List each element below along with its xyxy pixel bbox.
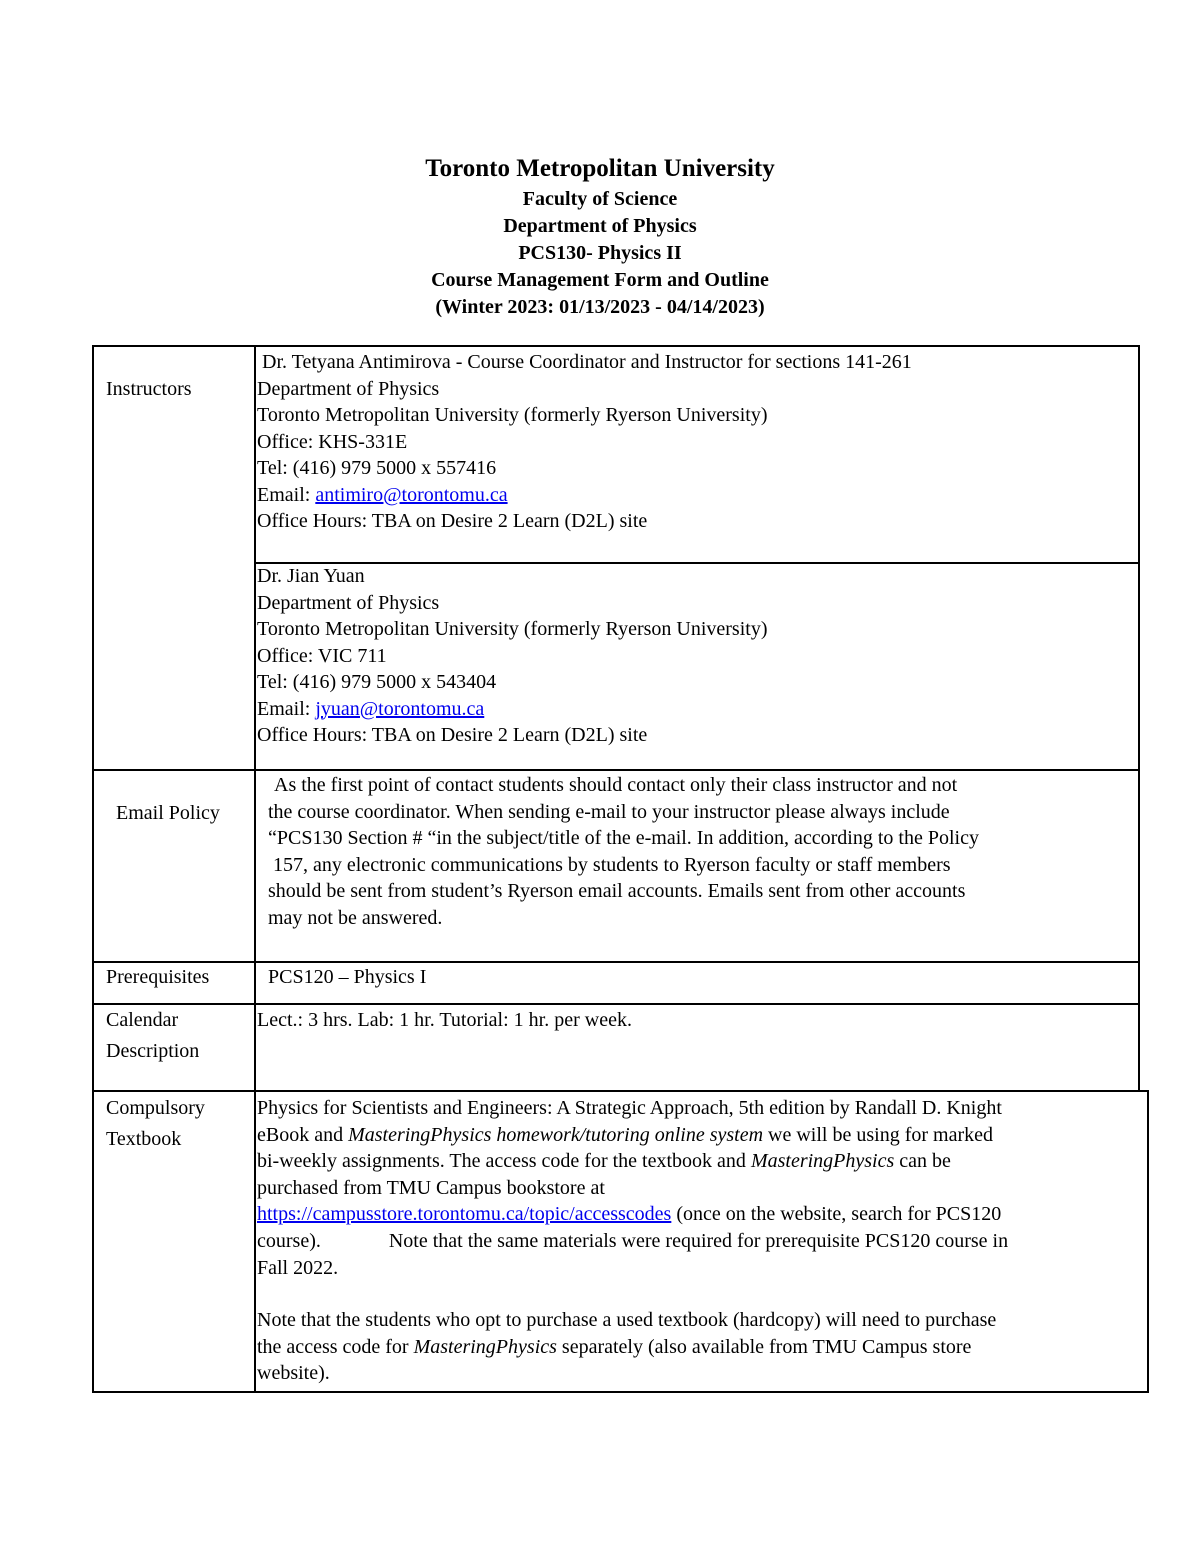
textbook-line: Physics for Scientists and Engineers: A Strategic Approach, 5th edition by Randall D. Knight (257, 1097, 1002, 1119)
textbook-line: course). Note that the same materials were required for prerequisite PCS120 course in (257, 1229, 1009, 1252)
document-header (0, 152, 1200, 321)
calendar-label-line1: Calendar (106, 1009, 179, 1031)
instructor-secondary-institution: Toronto Metropolitan University (formerly Ryerson University) (257, 618, 768, 640)
university-title: Toronto Metropolitan University (425, 155, 775, 182)
instructor-secondary-email-line: Email: jyuan@torontomu.ca (257, 697, 485, 720)
email-policy-line: may not be answered. (268, 906, 443, 929)
textbook-label-line2: Textbook (106, 1128, 182, 1150)
email-policy-label: Email Policy (116, 802, 220, 824)
instructor-primary-tel: Tel: (416) 979 5000 x 557416 (257, 457, 497, 479)
instructor-secondary-name: Dr. Jian Yuan (257, 565, 365, 587)
calendar-label (106, 1005, 199, 1067)
term-dates: (Winter 2023: 01/13/2023 - 04/14/2023) (435, 296, 765, 318)
textbook-text (257, 1095, 1008, 1387)
department-title: Department of Physics (503, 215, 697, 237)
instructor-secondary-details (257, 563, 767, 749)
instructor-primary-office-hours: Office Hours: TBA on Desire 2 Learn (D2L) site (257, 510, 648, 532)
calendar-value: Lect.: 3 hrs. Lab: 1 hr. Tutorial: 1 hr. per week. (257, 1009, 632, 1031)
instructor-primary-details (257, 349, 912, 535)
email-policy-text (268, 772, 979, 931)
instructor-primary-name: Dr. Tetyana Antimirova - Course Coordinator and Instructor for sections 141-261 (262, 351, 912, 373)
calendar-label-line2: Description (106, 1040, 200, 1062)
instructor-secondary-office-hours: Office Hours: TBA on Desire 2 Learn (D2L) site (257, 724, 648, 746)
instructors-label-cell (92, 345, 256, 771)
textbook-line: bi-weekly assignments. The access code for the textbook and MasteringPhysics can be (257, 1150, 951, 1173)
instructor-primary-email-link[interactable]: antimiro@torontomu.ca (315, 483, 508, 506)
prerequisites-value: PCS120 – Physics I (268, 966, 427, 988)
instructor-primary-institution: Toronto Metropolitan University (formerly Ryerson University) (257, 404, 768, 426)
course-title: PCS130- Physics II (518, 242, 682, 264)
textbook-line: purchased from TMU Campus bookstore at (257, 1176, 605, 1199)
instructor-secondary-email-link[interactable]: jyuan@torontomu.ca (315, 697, 485, 720)
instructor-primary-office: Office: KHS-331E (257, 430, 408, 453)
accesscodes-link[interactable]: https://campusstore.torontomu.ca/topic/accesscodes (257, 1203, 672, 1226)
faculty-title: Faculty of Science (522, 188, 678, 210)
instructors-label: Instructors (106, 378, 192, 400)
email-policy-line: the course coordinator. When sending e-mail to your instructor please always include (268, 800, 950, 823)
email-policy-line: should be sent from student’s Ryerson email accounts. Emails sent from other accounts (268, 880, 966, 902)
email-policy-line: As the first point of contact students should contact only their class instructor and not (274, 774, 958, 796)
form-title: Course Management Form and Outline (431, 269, 769, 291)
textbook-line: website). (257, 1362, 330, 1385)
instructor-primary-department: Department of Physics (257, 377, 440, 400)
textbook-line: https://campusstore.torontomu.ca/topic/accesscodes (once on the website, search for PCS120 (257, 1203, 1002, 1226)
prerequisites-label: Prerequisites (106, 966, 210, 988)
instructor-secondary-department: Department of Physics (257, 591, 440, 614)
textbook-label-line1: Compulsory (106, 1097, 205, 1119)
instructor-primary-email-line: Email: antimiro@torontomu.ca (257, 483, 508, 506)
instructor-secondary-tel: Tel: (416) 979 5000 x 543404 (257, 671, 497, 693)
email-policy-line: 157, any electronic communications by students to Ryerson faculty or staff members (268, 853, 951, 876)
textbook-line: the access code for MasteringPhysics separately (also available from TMU Campus store (257, 1335, 972, 1358)
email-policy-line: “PCS130 Section # “in the subject/title of the e-mail. In addition, according to the Policy (268, 827, 979, 849)
instructor-secondary-office: Office: VIC 711 (257, 644, 387, 667)
textbook-line: eBook and MasteringPhysics homework/tutoring online system we will be using for marked (257, 1123, 993, 1146)
textbook-line: Note that the students who opt to purchase a used textbook (hardcopy) will need to purchase (257, 1309, 997, 1332)
textbook-line: Fall 2022. (257, 1256, 339, 1279)
textbook-label (106, 1093, 205, 1155)
